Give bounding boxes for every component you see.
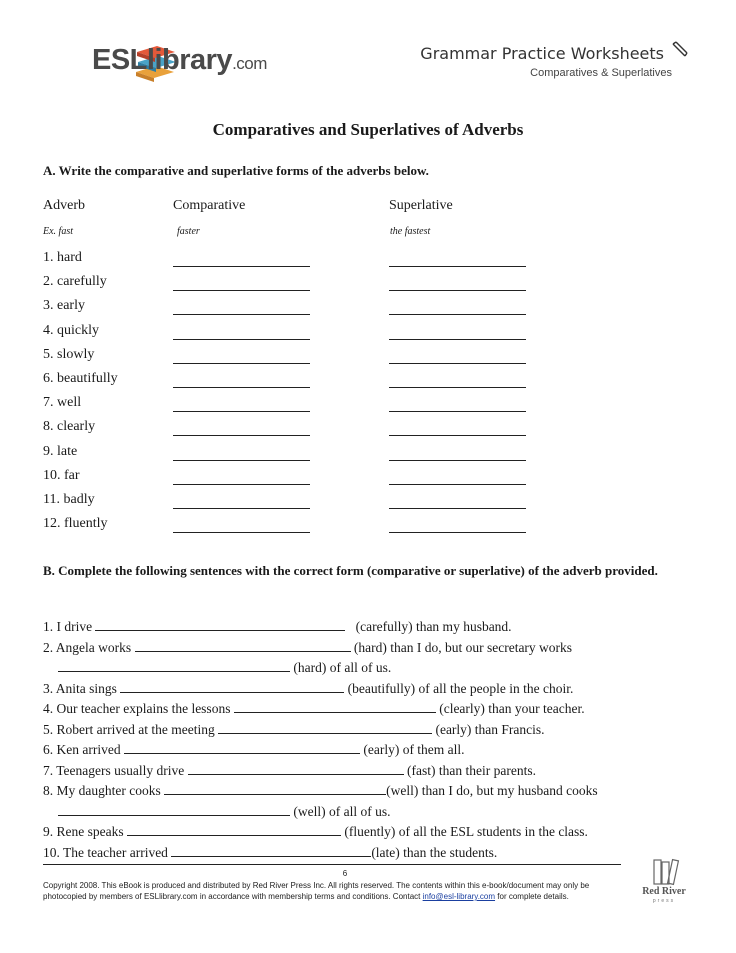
comparative-blank[interactable]	[173, 363, 310, 364]
section-b-heading: B. Complete the following sentences with the correct form (comparative or superlative) of the adverb provided.	[43, 563, 658, 578]
superlative-blank[interactable]	[389, 363, 526, 364]
adverb-label: 1. hard	[43, 250, 82, 265]
answer-blank[interactable]	[188, 762, 404, 775]
publisher-name: Red River	[642, 886, 686, 897]
superlative-blank[interactable]	[389, 339, 526, 340]
sentence-line: (well) of all of us.	[58, 803, 718, 820]
adverb-label: 7. well	[43, 395, 82, 411]
publisher-sub: press	[652, 898, 676, 904]
comparative-blank[interactable]	[173, 435, 310, 436]
comparative-blank[interactable]	[173, 508, 310, 509]
sentence-line: 10. The teacher arrived (late) than the students.	[43, 845, 498, 860]
sentence-line: 6. Ken arrived (early) of them all.	[43, 742, 465, 757]
answer-blank[interactable]	[234, 700, 436, 713]
column-adverb: Adverb	[43, 198, 85, 213]
adverb-label: 10. far	[43, 467, 80, 483]
column-superlative: Superlative	[389, 198, 453, 213]
sentence-line: 9. Rene speaks (fluently) of all the ESL students in the class.	[43, 824, 588, 839]
sentence-line: 2. Angela works (hard) than I do, but our secretary works	[43, 640, 573, 655]
answer-blank[interactable]	[218, 721, 432, 734]
answer-blank[interactable]	[124, 741, 360, 754]
adverb-label: 3. early	[43, 298, 85, 314]
answer-blank[interactable]	[164, 782, 386, 795]
comparative-blank[interactable]	[173, 387, 310, 388]
pencil-icon	[669, 40, 689, 60]
document-title: Comparatives and Superlatives of Adverbs	[212, 120, 524, 139]
comparative-blank[interactable]	[173, 460, 310, 461]
adverb-row	[43, 516, 563, 538]
footer-divider	[43, 864, 621, 865]
adverb-label: 11. badly	[43, 492, 95, 507]
adverb-row	[43, 298, 563, 320]
answer-blank[interactable]	[171, 844, 371, 857]
answer-blank[interactable]	[58, 803, 290, 816]
sentence-line: (hard) of all of us.	[58, 659, 718, 676]
adverb-label: 6. beautifully	[43, 371, 118, 386]
answer-blank[interactable]	[135, 639, 351, 652]
adverb-row	[43, 347, 563, 369]
superlative-blank[interactable]	[389, 290, 526, 291]
comparative-blank[interactable]	[173, 532, 310, 533]
answer-blank[interactable]	[127, 823, 341, 836]
answer-blank[interactable]	[120, 680, 344, 693]
header-subtitle: Comparatives & Superlatives	[530, 67, 672, 79]
header-title: Grammar Practice Worksheets	[420, 44, 664, 63]
answer-blank[interactable]	[95, 618, 345, 631]
superlative-blank[interactable]	[389, 435, 526, 436]
superlative-blank[interactable]	[389, 266, 526, 267]
column-comparative: Comparative	[173, 198, 246, 213]
adverb-row	[43, 419, 563, 441]
superlative-blank[interactable]	[389, 508, 526, 509]
copyright-notice: Copyright 2008. This eBook is produced and distributed by Red River Press Inc. All rights reserved. The contents within this e-book/document may only be photocopied by members of ESLlibrary.com in accordance with membership terms and conditions. Contact info@esl-library.com for complete details.	[43, 881, 590, 901]
sentence-line: 3. Anita sings (beautifully) of all the people in the choir.	[43, 681, 574, 696]
sentence-line: 5. Robert arrived at the meeting (early) than Francis.	[43, 722, 545, 737]
adverb-row	[43, 371, 563, 393]
page-number: 6	[342, 869, 348, 878]
comparative-blank[interactable]	[173, 411, 310, 412]
superlative-blank[interactable]	[389, 314, 526, 315]
adverb-row	[43, 274, 563, 296]
adverb-row	[43, 395, 563, 417]
logo-wordmark: ESLlibrary.com	[92, 44, 267, 76]
adverb-row	[43, 444, 563, 466]
adverb-row	[43, 468, 563, 490]
superlative-blank[interactable]	[389, 411, 526, 412]
comparative-blank[interactable]	[173, 266, 310, 267]
example-comparative: faster	[177, 226, 200, 237]
comparative-blank[interactable]	[173, 484, 310, 485]
adverb-label: 5. slowly	[43, 346, 95, 362]
superlative-blank[interactable]	[389, 387, 526, 388]
adverb-label: 2. carefully	[43, 274, 107, 290]
contact-email-link[interactable]: info@esl-library.com	[422, 892, 496, 901]
superlative-blank[interactable]	[389, 532, 526, 533]
sentence-line: 4. Our teacher explains the lessons (clearly) than your teacher.	[43, 701, 585, 716]
comparative-blank[interactable]	[173, 290, 310, 291]
superlative-blank[interactable]	[389, 484, 526, 485]
adverb-label: 8. clearly	[43, 419, 96, 435]
sentence-line: 1. I drive (carefully) than my husband.	[43, 619, 512, 634]
sentence-line: 8. My daughter cooks (well) than I do, but my husband cooks	[43, 783, 598, 798]
superlative-blank[interactable]	[389, 460, 526, 461]
adverb-label: 12. fluently	[43, 516, 108, 532]
adverb-row	[43, 250, 563, 272]
adverb-row	[43, 492, 563, 514]
answer-blank[interactable]	[58, 659, 290, 672]
comparative-blank[interactable]	[173, 339, 310, 340]
adverb-row	[43, 323, 563, 345]
section-a-heading: A. Write the comparative and superlative forms of the adverbs below.	[43, 163, 429, 178]
comparative-blank[interactable]	[173, 314, 310, 315]
adverb-label: 9. late	[43, 443, 78, 459]
example-superlative: the fastest	[390, 226, 431, 237]
example-adverb: Ex. fast	[43, 226, 73, 237]
adverb-label: 4. quickly	[43, 322, 99, 338]
sentence-line: 7. Teenagers usually drive (fast) than their parents.	[43, 763, 536, 778]
